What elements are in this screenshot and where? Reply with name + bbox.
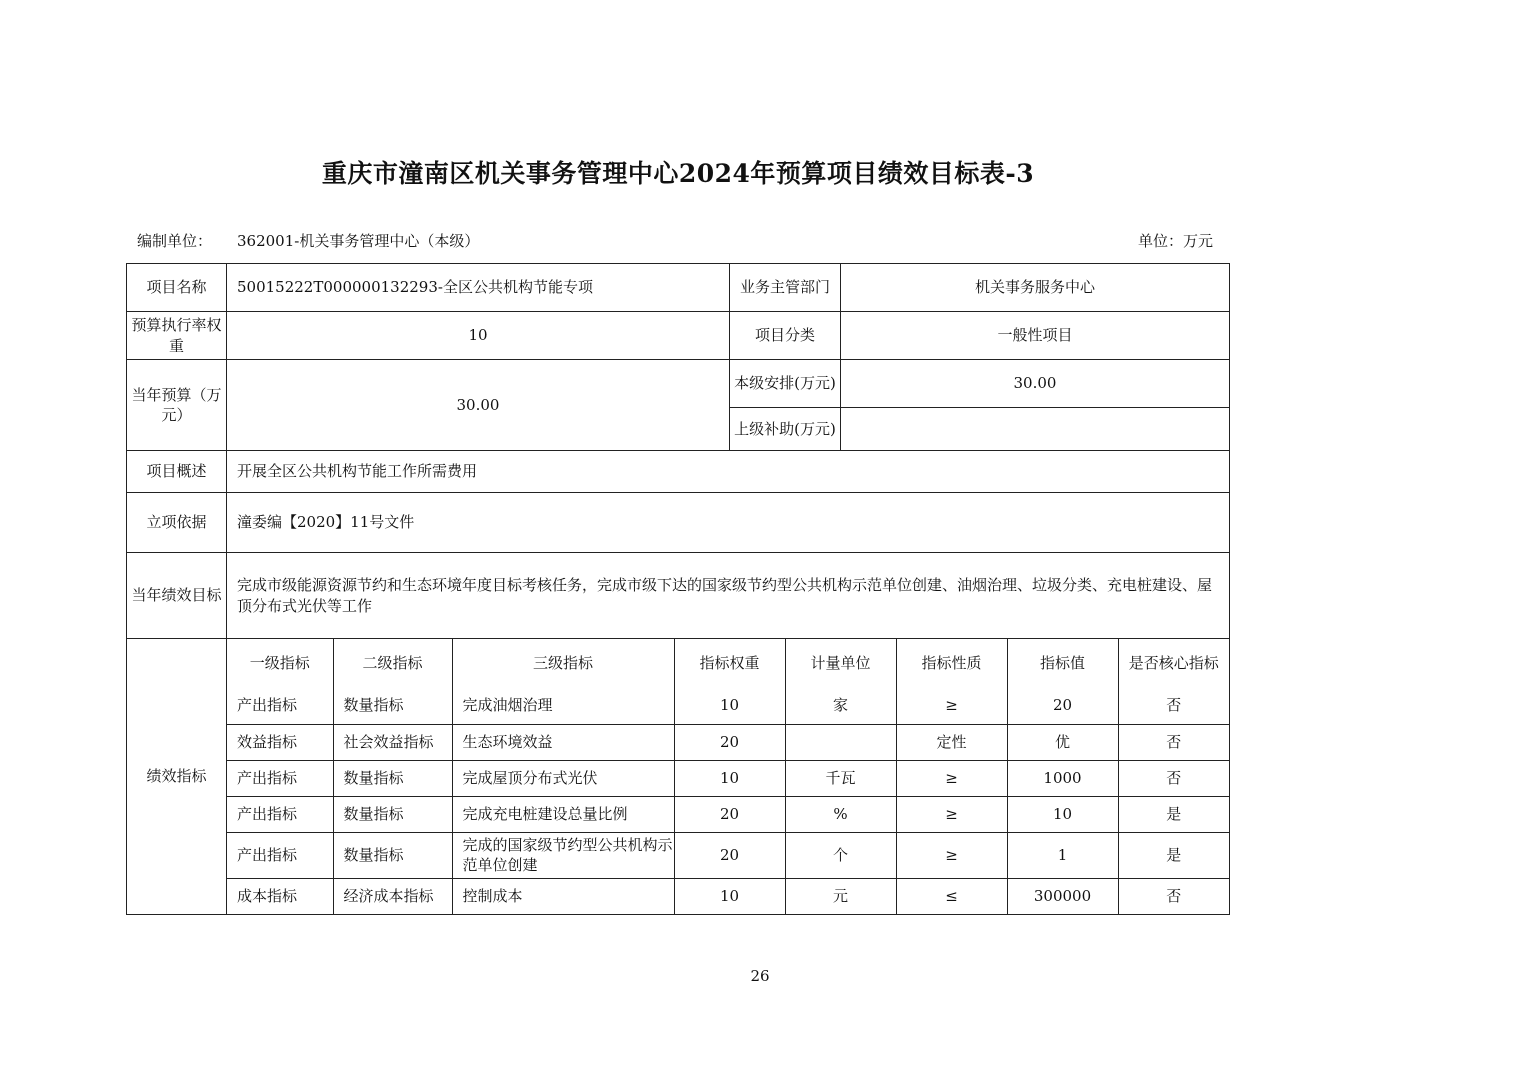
goal-value: 完成市级能源资源节约和生态环境年度目标考核任务，完成市级下达的国家级节约型公共机构示范单位创建、油烟治理、垃圾分类、充电桩建设、屋顶分布式光伏等工作	[227, 553, 1230, 639]
indicator-level2-cell: 数量指标	[333, 832, 452, 878]
header-core: 是否核心指标	[1118, 639, 1229, 687]
weight-label: 预算执行率权重	[127, 312, 227, 360]
indicator-weight-cell: 20	[674, 832, 785, 878]
indicators-cell	[227, 639, 1230, 915]
indicator-weight-cell: 10	[674, 760, 785, 796]
header-value: 指标值	[1007, 639, 1118, 687]
compiling-unit-label: 编制单位：	[137, 232, 213, 250]
indicators-table	[227, 639, 1229, 914]
page-title: 重庆市潼南区机关事务管理中心2024年预算项目绩效目标表-3	[321, 159, 1035, 188]
indicator-value-cell: 1	[1007, 832, 1118, 878]
header-nature: 指标性质	[896, 639, 1007, 687]
project-name-value: 50015222T000000132293-全区公共机构节能专项	[227, 264, 730, 312]
header-weight: 指标权重	[674, 639, 785, 687]
page-number: 26	[750, 967, 770, 985]
indicator-unit-cell: %	[785, 796, 896, 832]
budget-label: 当年预算（万元）	[127, 360, 227, 451]
indicator-weight-cell: 20	[674, 724, 785, 760]
header-level3: 三级指标	[452, 639, 674, 687]
basis-value: 潼委编【2020】11号文件	[227, 493, 1230, 553]
dept-value: 机关事务服务中心	[841, 264, 1230, 312]
indicator-value-cell: 1000	[1007, 760, 1118, 796]
indicator-unit-cell: 元	[785, 878, 896, 914]
category-label: 项目分类	[730, 312, 841, 360]
indicator-level1-cell: 效益指标	[227, 724, 333, 760]
indicator-nature-cell: ≥	[896, 832, 1007, 878]
local-label: 本级安排(万元)	[730, 360, 841, 408]
subsidy-label: 上级补助(万元)	[730, 408, 841, 451]
currency-unit: 单位：万元	[1138, 232, 1214, 250]
indicator-level3-cell: 完成的国家级节约型公共机构示范单位创建	[452, 832, 674, 878]
indicator-level2-cell: 社会效益指标	[333, 724, 452, 760]
indicator-unit-cell: 家	[785, 687, 896, 724]
indicator-level3-cell: 控制成本	[452, 878, 674, 914]
overview-label: 项目概述	[127, 451, 227, 493]
indicator-unit-cell: 个	[785, 832, 896, 878]
project-name-label: 项目名称	[127, 264, 227, 312]
indicator-weight-cell: 20	[674, 796, 785, 832]
indicator-core-cell: 否	[1118, 878, 1229, 914]
indicator-nature-cell: 定性	[896, 724, 1007, 760]
indicator-value-cell: 20	[1007, 687, 1118, 724]
header-unit: 计量单位	[785, 639, 896, 687]
indicator-nature-cell: ≥	[896, 796, 1007, 832]
indicator-weight-cell: 10	[674, 878, 785, 914]
performance-target-table	[126, 263, 1230, 915]
indicator-level2-cell: 数量指标	[333, 796, 452, 832]
indicator-level2-cell: 数量指标	[333, 760, 452, 796]
indicator-level1-cell: 产出指标	[227, 760, 333, 796]
indicator-level3-cell: 完成油烟治理	[452, 687, 674, 724]
indicator-value-cell: 优	[1007, 724, 1118, 760]
indicator-row	[227, 878, 1229, 914]
indicator-row	[227, 687, 1229, 724]
overview-value: 开展全区公共机构节能工作所需费用	[227, 451, 1230, 493]
indicator-value-cell: 10	[1007, 796, 1118, 832]
indicator-core-cell: 否	[1118, 687, 1229, 724]
indicator-unit-cell: 千瓦	[785, 760, 896, 796]
indicator-level1-cell: 产出指标	[227, 832, 333, 878]
indicator-level1-cell: 产出指标	[227, 687, 333, 724]
indicator-value-cell: 300000	[1007, 878, 1118, 914]
compiling-unit-value: 362001-机关事务管理中心（本级）	[237, 232, 480, 250]
indicator-core-cell: 否	[1118, 724, 1229, 760]
indicator-nature-cell: ≥	[896, 760, 1007, 796]
indicator-level3-cell: 生态环境效益	[452, 724, 674, 760]
indicator-nature-cell: ≥	[896, 687, 1007, 724]
subsidy-value	[841, 408, 1230, 451]
indicator-core-cell: 是	[1118, 832, 1229, 878]
indicator-level2-cell: 经济成本指标	[333, 878, 452, 914]
category-value: 一般性项目	[841, 312, 1230, 360]
indicator-level1-cell: 成本指标	[237, 887, 298, 906]
local-value: 30.00	[841, 360, 1230, 408]
budget-value: 30.00	[227, 360, 730, 451]
indicator-weight-cell: 10	[674, 687, 785, 724]
basis-label: 立项依据	[127, 493, 227, 553]
indicators-header-row	[227, 639, 1229, 687]
indicator-core-cell: 是	[1118, 796, 1229, 832]
indicator-nature-cell: ≤	[896, 878, 1007, 914]
indicator-row	[227, 796, 1229, 832]
indicator-row	[227, 760, 1229, 796]
weight-value: 10	[227, 312, 730, 360]
indicator-level3-cell: 完成屋顶分布式光伏	[452, 760, 674, 796]
indicator-row	[227, 832, 1229, 878]
dept-label: 业务主管部门	[730, 264, 841, 312]
indicator-core-cell: 否	[1118, 760, 1229, 796]
indicator-unit-cell	[785, 724, 896, 760]
header-level1: 一级指标	[249, 653, 310, 672]
indicator-level3-cell: 完成充电桩建设总量比例	[452, 796, 674, 832]
indicator-row	[227, 724, 1229, 760]
goal-label: 当年绩效目标	[127, 553, 227, 639]
header-level2: 二级指标	[333, 639, 452, 687]
indicators-label: 绩效指标	[127, 639, 227, 915]
indicator-level2-cell: 数量指标	[333, 687, 452, 724]
indicator-level1-cell: 产出指标	[227, 796, 333, 832]
